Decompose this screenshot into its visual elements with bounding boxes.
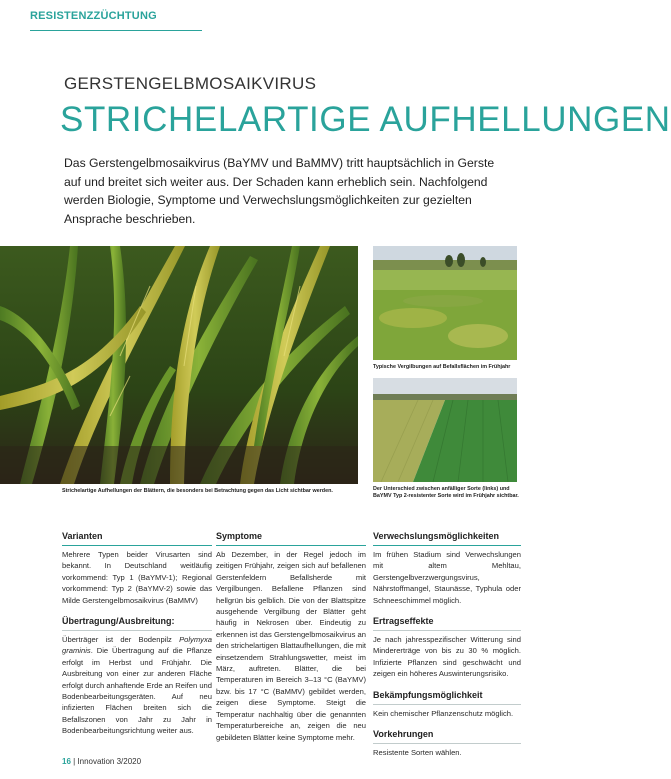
pathogen-name: Polymyxa graminis (62, 635, 212, 656)
heading-rule (62, 630, 212, 631)
article-headline: STRICHELARTIGE AUFHELLUNGEN (60, 100, 671, 139)
article-kicker: GERSTENGELBMOSAIKVIRUS (64, 74, 317, 93)
barley-leaves-photo (0, 246, 358, 484)
section-tag: RESISTENZZÜCHTUNG (30, 10, 157, 22)
field-comparison-photo (373, 378, 517, 482)
text-varianten: Mehrere Typen beider Virusarten sind bekannt. In Deutschland weitläufig vorkommend: Typ 1 (BaYMV-1); Regional vorkommend: Typ 2 (BaYMV-2) sowie das Milde Gerstengelbmosaikvirus (BaMMV) (62, 550, 212, 605)
caption-main: Strichelartige Aufhellungen der Blättern, die besonders bei Betrachtung gegen das Licht sichtbar werden. (62, 488, 333, 494)
heading-rule (373, 545, 521, 546)
text-symptome: Ab Dezember, in der Regel jedoch im zeitigen Frühjahr, zeigen sich auf befallenen Gerstenfeldern Befallsherde mit Vergilbungen. Befallene Pflanzen sind hellgrün bis gelblich. Die von der Blattspitze ausgehende Vergilbung der Blätter geht häufig in Nekrosen über. Eindeutig zu erkennen ist das Gerstengelbmosaikvirus an den strichelartigen Blattaufhellungen, die mit einsetzendem Strahlungswetter, meist im März, auftreten. Blätter, die bei Temperaturen im Bereich 3–13 °C (BaYMV) bzw. bis 17 °C (BaMMV) gebildet werden, zeigen diese Symptome. Steigt die Temperatur nachhaltig über die genannten Temperaturbereiche an, zeigen die neu gebildeten Blätter keine Symptome mehr. (216, 550, 366, 742)
heading-rule (373, 743, 521, 744)
heading-rule (373, 704, 521, 705)
text-vorkehrungen: Resistente Sorten wählen. (373, 748, 462, 758)
heading-verwechslung: Verwechslungsmöglichkeiten (373, 531, 500, 541)
section-rule (30, 30, 202, 31)
text-verwechslung: Im frühen Stadium sind Verwechslungen mit altem Mehltau, Gerstengelbverzwergungsvirus, Nährstoffmangel, Staunässe, Typhula oder Schneeschimmel möglich. (373, 550, 521, 605)
heading-symptome: Symptome (216, 531, 263, 541)
article-lead: Das Gerstengelbmosaikvirus (BaYMV und BaMMV) tritt hauptsächlich in Gerste auf und breitet sich weiter aus. Der Schaden kann erheblich sein. Nachfolgend werden Biologie, Symptome und Verwechslungsmöglichkeiten zur gezielten Ansprache beschrieben. (64, 156, 495, 226)
column-1 (62, 530, 212, 737)
caption-bottom-right: Der Unterschied zwischen anfälliger Sorte (links) und BaYMV Typ 2-resistenter Sorte wird im Frühjahr sichtbar. (373, 486, 519, 499)
issue-label: Innovation 3/2020 (77, 757, 142, 766)
caption-top-right: Typische Vergilbungen auf Befallsflächen im Frühjahr (373, 364, 511, 370)
column-2 (216, 530, 366, 743)
field-yellowing-photo (373, 246, 517, 360)
heading-rule (373, 630, 521, 631)
column-3 (373, 530, 521, 758)
heading-uebertragung: Übertragung/Ausbreitung: (62, 616, 175, 627)
text-ertrag: Je nach jahresspezifischer Witterung sind Mindererträge von bis zu 30 % möglich. Infizierte Pflanzen sind geschwächt und zeigen ein höheres Auswinterungsrisiko. (373, 635, 521, 679)
heading-ertrag: Ertragseffekte (373, 616, 434, 627)
heading-rule (216, 545, 366, 546)
page-footer: 16 | Innovation 3/2020 (62, 757, 142, 766)
page-number: 16 (62, 757, 71, 766)
heading-bekaempfung: Bekämpfungsmöglichkeit (373, 689, 483, 700)
heading-varianten: Varianten (62, 531, 103, 541)
heading-rule (62, 545, 212, 546)
text-uebertragung: Überträger ist der Bodenpilz Polymyxa graminis. Die Übertragung auf die Pflanze erfolgt im Herbst und Frühjahr. Die Ausbreitung von einer zur anderen Fläche erfolgt durch anhaftende Erde an Reifen und Bodenbearbeitungsgeräten. Auf neu infizierten Flächen breiten sich die Befallszonen von Jahr zu Jahr in Bodenbearbeitungsrichtung weiter aus. (62, 635, 212, 736)
text-bekaempfung: Kein chemischer Pflanzenschutz möglich. (373, 708, 514, 718)
heading-vorkehrungen: Vorkehrungen (373, 729, 434, 740)
